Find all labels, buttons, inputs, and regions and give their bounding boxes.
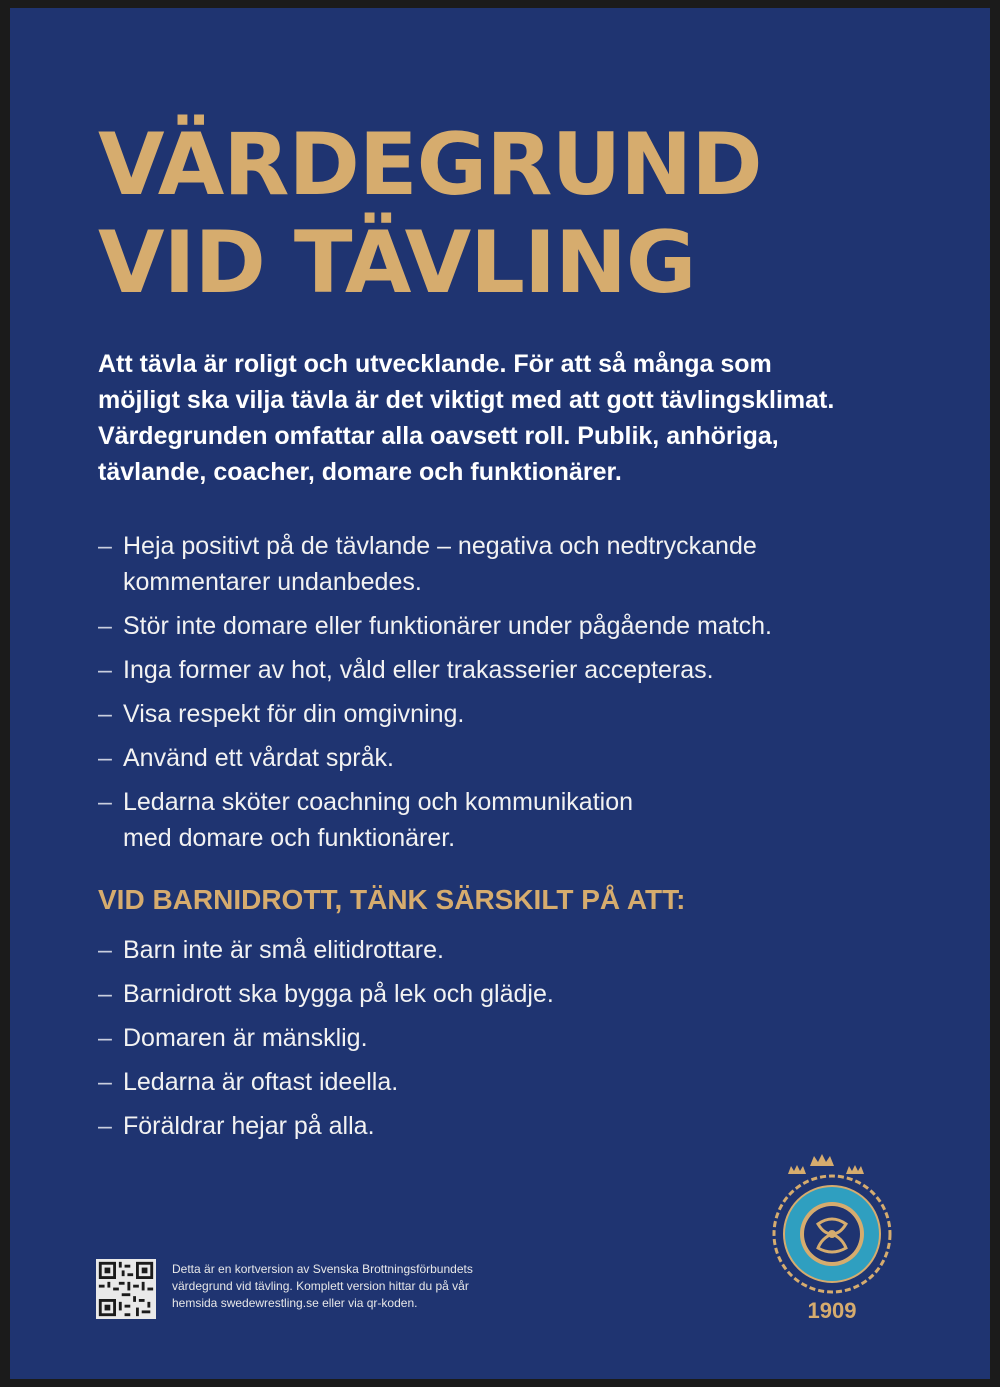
list-item-text: Heja positivt på de tävlande – negativa och nedtryckande xyxy=(123,532,757,560)
federation-crest-icon xyxy=(752,1146,912,1296)
dash-bullet: – xyxy=(98,700,112,728)
title-line-2: VID TÄVLING xyxy=(98,213,696,313)
list-item-text: Visa respekt för din omgivning. xyxy=(123,700,465,728)
list-item-text: Domaren är mänsklig. xyxy=(123,1024,368,1052)
list-item xyxy=(98,740,948,776)
footnote-line: värdegrund vid tävling. Komplett version hittar du på vår xyxy=(172,1279,469,1293)
dash-bullet: – xyxy=(98,788,112,816)
list-item xyxy=(98,696,948,732)
intro-line: möjligt ska vilja tävla är det viktigt med att gott tävlingsklimat. xyxy=(98,386,835,414)
poster xyxy=(10,8,990,1379)
footnote-line: hemsida swedewrestling.se eller via qr-koden. xyxy=(172,1296,418,1310)
footer xyxy=(96,1258,576,1324)
intro-paragraph xyxy=(98,346,938,490)
list-item xyxy=(98,1020,948,1056)
list-item-text: Barn inte är små elitidrottare. xyxy=(123,936,444,964)
emblem-year: 1909 xyxy=(807,1298,857,1323)
dash-bullet: – xyxy=(98,612,112,640)
list-item-text: Använd ett vårdat språk. xyxy=(123,744,394,772)
dash-bullet: – xyxy=(98,1024,112,1052)
list-item-text: Inga former av hot, våld eller trakasserier accepteras. xyxy=(123,656,714,684)
list-item-text: Ledarna sköter coachning och kommunikation xyxy=(123,788,634,816)
dash-bullet: – xyxy=(98,936,112,964)
title-line-1: VÄRDEGRUND xyxy=(98,115,762,215)
list-item xyxy=(98,528,948,600)
dash-bullet: – xyxy=(98,1112,112,1140)
list-item-text: Föräldrar hejar på alla. xyxy=(123,1112,375,1140)
list-item xyxy=(98,1064,948,1100)
footnote-line: Detta är en kortversion av Svenska Brottningsförbundets xyxy=(172,1262,473,1276)
dash-bullet: – xyxy=(98,656,112,684)
list-item xyxy=(98,932,948,968)
list-item-text: kommentarer undanbedes. xyxy=(123,568,422,596)
list-item xyxy=(98,784,948,856)
intro-line: Värdegrunden omfattar alla oavsett roll. Publik, anhöriga, xyxy=(98,422,779,450)
dash-bullet: – xyxy=(98,532,112,560)
dash-bullet: – xyxy=(98,1068,112,1096)
dash-bullet: – xyxy=(98,744,112,772)
list-item xyxy=(98,652,948,688)
intro-line: Att tävla är roligt och utvecklande. För att så många som xyxy=(98,350,772,378)
federation-emblem xyxy=(752,1146,912,1336)
rules-list xyxy=(98,528,948,864)
dash-bullet: – xyxy=(98,980,112,1008)
intro-line: tävlande, coacher, domare och funktionärer. xyxy=(98,458,622,486)
list-item-text: Ledarna är oftast ideella. xyxy=(123,1068,399,1096)
list-item xyxy=(98,1108,948,1144)
list-item xyxy=(98,976,948,1012)
kids-list xyxy=(98,932,948,1152)
list-item-text: Stör inte domare eller funktionärer under pågående match. xyxy=(123,612,772,640)
footnote xyxy=(172,1261,572,1312)
list-item xyxy=(98,608,948,644)
list-item-text: Barnidrott ska bygga på lek och glädje. xyxy=(123,980,554,1008)
kids-heading: VID BARNIDROTT, TÄNK SÄRSKILT PÅ ATT: xyxy=(98,884,686,915)
page-title xyxy=(98,116,762,312)
qr-code-icon[interactable] xyxy=(96,1258,156,1320)
list-item-text: med domare och funktionärer. xyxy=(123,824,456,852)
